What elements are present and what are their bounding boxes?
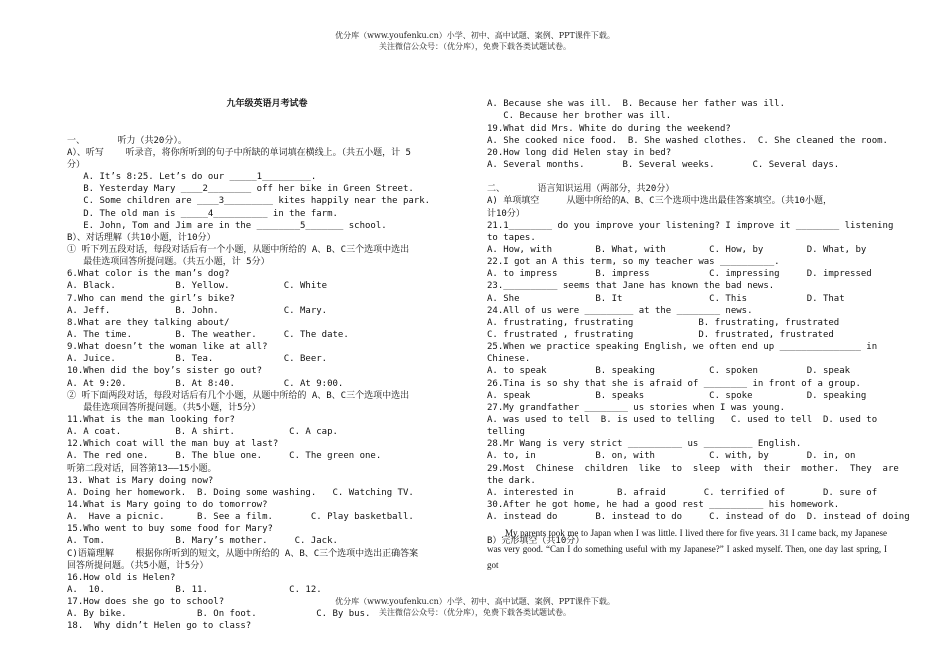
right-line: 二、 语言知识运用（两部分，共20分） <box>487 184 675 195</box>
left-line: 7.Who can mend the girl’s bike? <box>67 293 235 304</box>
right-lines <box>487 98 910 547</box>
right-line: 26.Tina is so shy that she is afraid of ________ in front of a group. <box>487 378 861 389</box>
right-line: to tapes. <box>487 232 536 243</box>
footer-line-1: 优分库（www.youfenku.cn）小学、初中、高中试题、案例、PPT课件下载。 <box>335 597 615 606</box>
left-line: 一、 听力（共20分）。 <box>67 135 187 146</box>
left-line: B）、对话理解（共10小题，计10分） <box>67 232 216 243</box>
left-line: 15.Who went to buy some food for Mary? <box>67 524 273 535</box>
left-line: A. Tom. B. Mary’s mother. C. Jack. <box>67 536 338 547</box>
right-line: 23.__________ seems that Jane has known the bad news. <box>487 281 775 292</box>
header-line-1: 优分库（www.youfenku.cn）小学、初中、高中试题、案例、PPT课件下载。 <box>335 31 615 40</box>
left-line: 12.Which coat will the man buy at last? <box>67 439 279 450</box>
passage-paragraph: My parents took me to Japan when I was little. I lived there for five years. 31 I came back, my Japanese was very good. “Can I do something useful with my Japanese?” I asked myself. Then, one day last spring, I got <box>487 528 887 570</box>
left-line: 17.How does she go to school? <box>67 597 225 608</box>
right-line: Chinese. <box>487 354 531 365</box>
right-line: A. She B. It C. This D. That <box>487 293 845 304</box>
left-line: A. By bike. B. On foot. C. By bus. <box>67 609 371 620</box>
left-line: C. Some children are ____3_________ kites happily near the park. <box>67 196 431 207</box>
right-line: B）完形填空（共10分） <box>487 536 585 547</box>
left-line: C)语篇理解 根据你所听到的短文，从题中所给的 A、B、C三个选项中选出正确答案 <box>67 548 419 559</box>
right-line: 计10分） <box>487 208 525 219</box>
right-line: 25.When we practice speaking English, we often end up _______________ in <box>487 342 878 353</box>
left-column <box>67 74 467 645</box>
right-line: A. She cooked nice food. B. She washed clothes. C. She cleaned the room. <box>487 135 888 146</box>
left-line: A. A coat. B. A shirt. C. A cap. <box>67 427 338 438</box>
left-line: 18. Why didn’t Helen go to class? <box>67 621 252 632</box>
left-line: A. At 9:20. B. At 8:40. C. At 9:00. <box>67 378 344 389</box>
left-line: 13. What is Mary doing now? <box>67 475 214 486</box>
left-line: A. It’s 8:25. Let’s do our _____1_________. <box>67 172 317 183</box>
left-line: 最佳选项回答所提问题。（共5小题，计5分） <box>67 402 261 413</box>
left-line: A. Have a picnic. B. See a film. C. Play basketball. <box>67 512 414 523</box>
right-line: A. to speak B. speaking C. spoken D. speak <box>487 366 851 377</box>
right-line: A. to, in B. on, with C. with, by D. in, on <box>487 451 856 462</box>
page-footer <box>0 596 950 618</box>
left-line: ② 听下面两段对话，每段对话后有几个小题，从题中所给的 A、B、C三个选项中选出 <box>67 390 410 401</box>
right-line: A. speak B. speaks C. spoke D. speaking <box>487 390 867 401</box>
left-line: 11.What is the man looking for? <box>67 415 235 425</box>
right-line <box>487 171 887 183</box>
left-lines <box>67 135 467 633</box>
right-line: A. to impress B. impress C. impressing D. impressed <box>487 269 872 280</box>
left-line: 最佳选项回答所提问题。（共五小题，计 5分） <box>67 257 270 268</box>
left-line: 10.When did the boy’s sister go out? <box>67 366 263 377</box>
right-line: 21.1________ do you improve your listening? I improve it ________ listening <box>487 220 894 231</box>
left-line: A. Doing her homework. B. Doing some washing. C. Watching TV. <box>67 487 414 498</box>
left-line: 分） <box>67 160 86 171</box>
page-header <box>0 30 950 52</box>
left-line: B. Yesterday Mary ____2________ off her bike in Green Street. <box>67 184 414 195</box>
right-line: 30.After he got home, he had a good rest __________ his homework. <box>487 499 840 510</box>
right-line: A) 单项填空 从题中所给的A、B、C三个选项中选出最佳答案填空。（共10小题， <box>487 196 832 207</box>
right-line: 20.How long did Helen stay in bed? <box>487 147 672 158</box>
right-line: 29.Most Chinese children like to sleep with their mother. They are <box>487 463 899 474</box>
left-line: A）、听写 听录音，将你所听到的句子中所缺的单词填在横线上。（共五小题，计 5 <box>67 147 411 158</box>
left-line: A. Jeff. B. John. C. Mary. <box>67 305 328 316</box>
left-line: 9.What doesn’t the woman like at all? <box>67 342 268 353</box>
left-line: A. The red one. B. The blue one. C. The green one. <box>67 451 382 462</box>
cloze-passage <box>487 525 887 573</box>
right-line: A. interested in B. afraid C. terrified of D. sure of <box>487 487 878 498</box>
left-line: 回答所提问题。（共5小题，计5分） <box>67 560 209 571</box>
right-line: 27.My grandfather ________ us stories when I was young. <box>487 402 786 413</box>
left-line: A. Black. B. Yellow. C. White <box>67 281 328 292</box>
right-line: 19.What did Mrs. White do during the weekend? <box>487 123 731 134</box>
left-line: D. The old man is _____4__________ in the farm. <box>67 208 338 219</box>
left-line: 6.What color is the man’s dog? <box>67 269 230 280</box>
left-line: A. 10. B. 11. C. 12. <box>67 584 322 595</box>
right-line: telling <box>487 427 525 438</box>
left-line: A. Juice. B. Tea. C. Beer. <box>67 354 328 365</box>
right-line: A. Several months. B. Several weeks. C. Several days. <box>487 160 840 171</box>
left-line: A. The time. B. The weather. C. The date. <box>67 330 349 341</box>
right-line: A. frustrating, frustrating B. frustrating, frustrated <box>487 317 840 328</box>
right-line: A. Because she was ill. B. Because her father was ill. <box>487 99 786 110</box>
left-line: E. John, Tom and Jim are in the ________5_______ school. <box>67 220 387 231</box>
left-line: ① 听下列五段对话，每段对话后有一个小题，从题中所给的 A、B、C三个选项中选出 <box>67 245 410 256</box>
right-line: the dark. <box>487 475 536 486</box>
right-line: A. instead do B. instead to do C. instead of do D. instead of doing <box>487 512 910 523</box>
footer-line-2: 关注微信公众号：（优分库），免费下载各类试题试卷。 <box>379 608 571 617</box>
right-line: 24.All of us were _________ at the ________ news. <box>487 305 753 316</box>
left-line: 听第二段对话，回答第13——15小题。 <box>67 463 217 474</box>
header-line-2: 关注微信公众号：（优分库），免费下载各类试题试卷。 <box>379 42 571 51</box>
right-line: 22.I got an A this term, so my teacher was __________. <box>487 257 780 268</box>
exam-title: 九年级英语月考试卷 <box>226 99 308 110</box>
right-column <box>487 74 910 560</box>
right-line: A. How, with B. What, with C. How, by D. What, by <box>487 245 867 255</box>
left-line: 14.What is Mary going to do tomorrow? <box>67 499 268 510</box>
left-line: 16.How old is Helen? <box>67 572 176 583</box>
right-line: C. Because her brother was ill. <box>487 111 672 122</box>
right-line: A. was used to tell B. is used to telling C. used to tell D. used to <box>487 414 878 425</box>
right-line: C. frustrated , frustrating D. frustrated, frustrated <box>487 329 834 340</box>
right-line: 28.Mr Wang is very strict __________ us _________ English. <box>487 439 802 450</box>
left-line: 8.What are they talking about/ <box>67 317 230 328</box>
